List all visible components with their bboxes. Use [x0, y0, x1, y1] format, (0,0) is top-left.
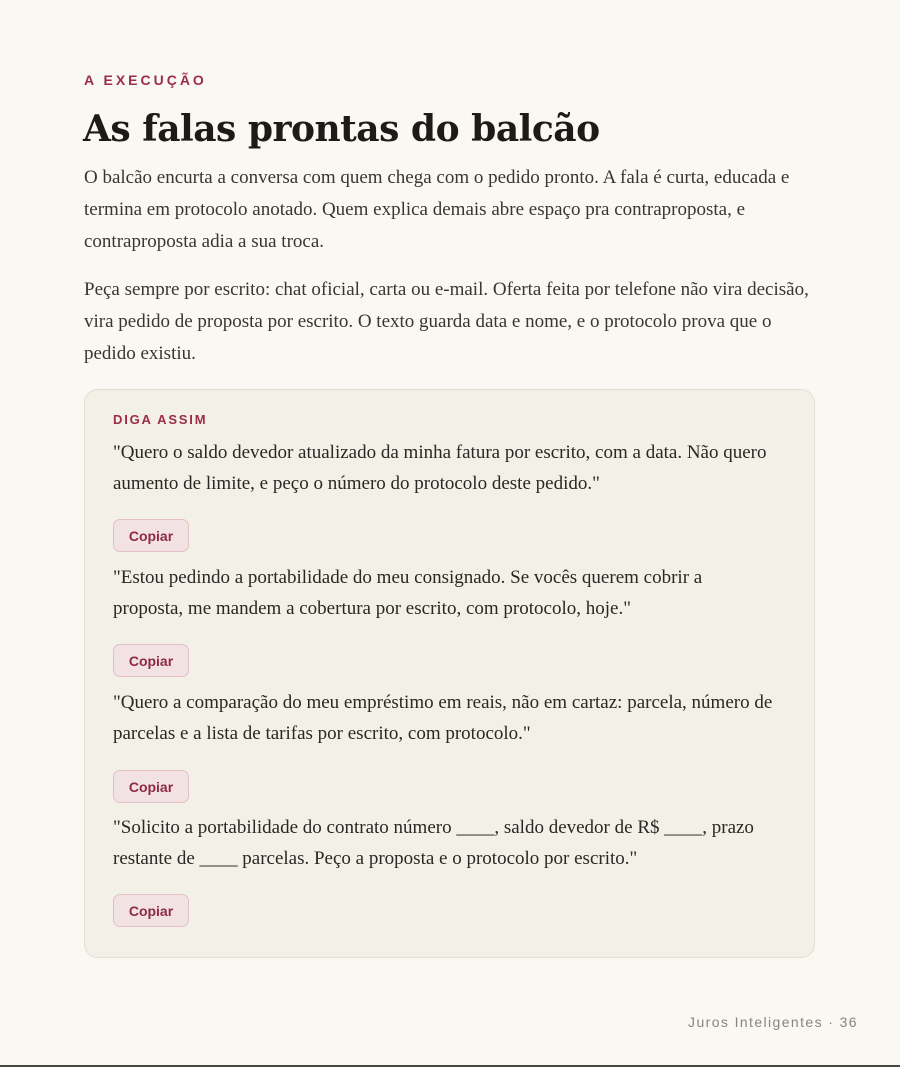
copy-button-4[interactable]: Copiar [113, 894, 189, 927]
written-request-paragraph: Peça sempre por escrito: chat oficial, carta ou e-mail. Oferta feita por telefone não vira decisão, vira pedido de proposta por escrito. O texto guarda data e nome, e o protocolo prova que o pedido existiu. [84, 279, 809, 364]
copy-button-3[interactable]: Copiar [113, 770, 189, 803]
page-footer: Juros Inteligentes · 36 [688, 1014, 858, 1030]
page-title: As falas prontas do balcão [83, 108, 600, 150]
script-quote-4: "Solicito a portabilidade do contrato número ____, saldo devedor de R$ ____, prazo restante de ____ parcelas. Peço a proposta e o protocolo por escrito." [113, 817, 754, 869]
copy-button-2[interactable]: Copiar [113, 644, 189, 677]
callout-label: DIGA ASSIM [113, 412, 208, 427]
script-quote-2: "Estou pedindo a portabilidade do meu consignado. Se vocês querem cobrir a proposta, me mandem a cobertura por escrito, com protocolo, hoje." [113, 567, 703, 619]
script-quote-1: "Quero o saldo devedor atualizado da minha fatura por escrito, com a data. Não quero aumento de limite, e peço o número do protocolo deste pedido." [113, 442, 767, 494]
copy-button-1[interactable]: Copiar [113, 519, 189, 552]
script-quote-3: "Quero a comparação do meu empréstimo em reais, não em cartaz: parcela, número de parcelas e a lista de tarifas por escrito, com protocolo." [113, 692, 773, 744]
intro-paragraph: O balcão encurta a conversa com quem chega com o pedido pronto. A fala é curta, educada e termina em protocolo anotado. Quem explica demais abre espaço pra contraproposta, e contraproposta adia a sua troca. [84, 167, 790, 252]
scripts-callout [84, 389, 815, 958]
section-eyebrow: A EXECUÇÃO [84, 72, 207, 88]
